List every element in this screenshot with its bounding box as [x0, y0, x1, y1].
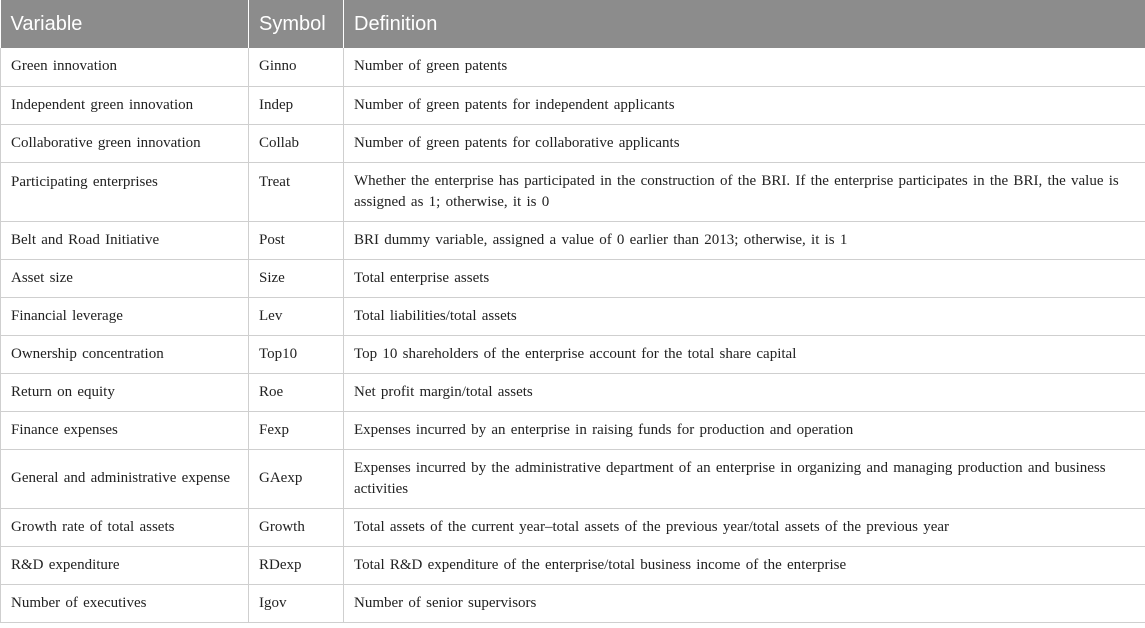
variable-cell: Collaborative green innovation — [1, 124, 249, 162]
symbol-cell: Fexp — [249, 411, 344, 449]
symbol-cell: Top10 — [249, 335, 344, 373]
variable-cell: Ownership concentration — [1, 335, 249, 373]
table-row — [1, 373, 1145, 411]
table-row — [1, 546, 1145, 584]
symbol-cell: Igov — [249, 584, 344, 622]
symbol-cell: Treat — [249, 162, 344, 221]
definition-cell: Total liabilities/total assets — [344, 297, 1145, 335]
definition-cell: Top 10 shareholders of the enterprise account for the total share capital — [344, 335, 1145, 373]
variable-cell: Financial leverage — [1, 297, 249, 335]
variable-cell: Growth rate of total assets — [1, 508, 249, 546]
definition-cell: Total assets of the current year–total assets of the previous year/total assets of the previous year — [344, 508, 1145, 546]
symbol-cell: GAexp — [249, 449, 344, 508]
symbol-cell: Roe — [249, 373, 344, 411]
symbol-cell: Lev — [249, 297, 344, 335]
header-row — [1, 0, 1145, 48]
definition-cell: Number of green patents for independent applicants — [344, 86, 1145, 124]
variable-cell: Participating enterprises — [1, 162, 249, 221]
variable-cell: Number of executives — [1, 584, 249, 622]
definition-cell: Total enterprise assets — [344, 259, 1145, 297]
table-row — [1, 411, 1145, 449]
table-row — [1, 86, 1145, 124]
table-header — [1, 0, 1145, 48]
variable-cell: Independent green innovation — [1, 86, 249, 124]
variable-cell: Green innovation — [1, 48, 249, 86]
definition-cell: Total R&D expenditure of the enterprise/total business income of the enterprise — [344, 546, 1145, 584]
symbol-cell: Collab — [249, 124, 344, 162]
symbol-cell: Indep — [249, 86, 344, 124]
definition-cell: Whether the enterprise has participated in the construction of the BRI. If the enterprise participates in the BRI, the value is assigned as 1; otherwise, it is 0 — [344, 162, 1145, 221]
symbol-cell: Ginno — [249, 48, 344, 86]
table-row — [1, 221, 1145, 259]
definition-cell: Expenses incurred by an enterprise in raising funds for production and operation — [344, 411, 1145, 449]
header-variable: Variable — [1, 0, 249, 48]
symbol-cell: Post — [249, 221, 344, 259]
table-row — [1, 335, 1145, 373]
symbol-cell: Size — [249, 259, 344, 297]
definition-cell: Expenses incurred by the administrative department of an enterprise in organizing and managing production and business activities — [344, 449, 1145, 508]
table-row — [1, 124, 1145, 162]
header-definition: Definition — [354, 12, 438, 35]
variable-cell: Belt and Road Initiative — [1, 221, 249, 259]
table-row — [1, 508, 1145, 546]
symbol-cell: RDexp — [249, 546, 344, 584]
definition-cell: Number of senior supervisors — [344, 584, 1145, 622]
definition-cell: Net profit margin/total assets — [344, 373, 1145, 411]
variable-cell: Finance expenses — [1, 411, 249, 449]
table-body — [1, 48, 1145, 622]
variable-cell: Asset size — [1, 259, 249, 297]
symbol-cell: Growth — [249, 508, 344, 546]
table-row — [1, 449, 1145, 508]
table-row — [1, 584, 1145, 622]
variable-cell: R&D expenditure — [1, 546, 249, 584]
table-row — [1, 162, 1145, 221]
definition-cell: Number of green patents for collaborative applicants — [344, 124, 1145, 162]
variable-cell: General and administrative expense — [1, 449, 249, 508]
header-symbol: Symbol — [249, 0, 344, 48]
variable-cell: Return on equity — [1, 373, 249, 411]
table-row — [1, 297, 1145, 335]
table-row — [1, 48, 1145, 86]
definition-cell: Number of green patents — [344, 48, 1145, 86]
definition-cell: BRI dummy variable, assigned a value of 0 earlier than 2013; otherwise, it is 1 — [344, 221, 1145, 259]
table-row — [1, 259, 1145, 297]
